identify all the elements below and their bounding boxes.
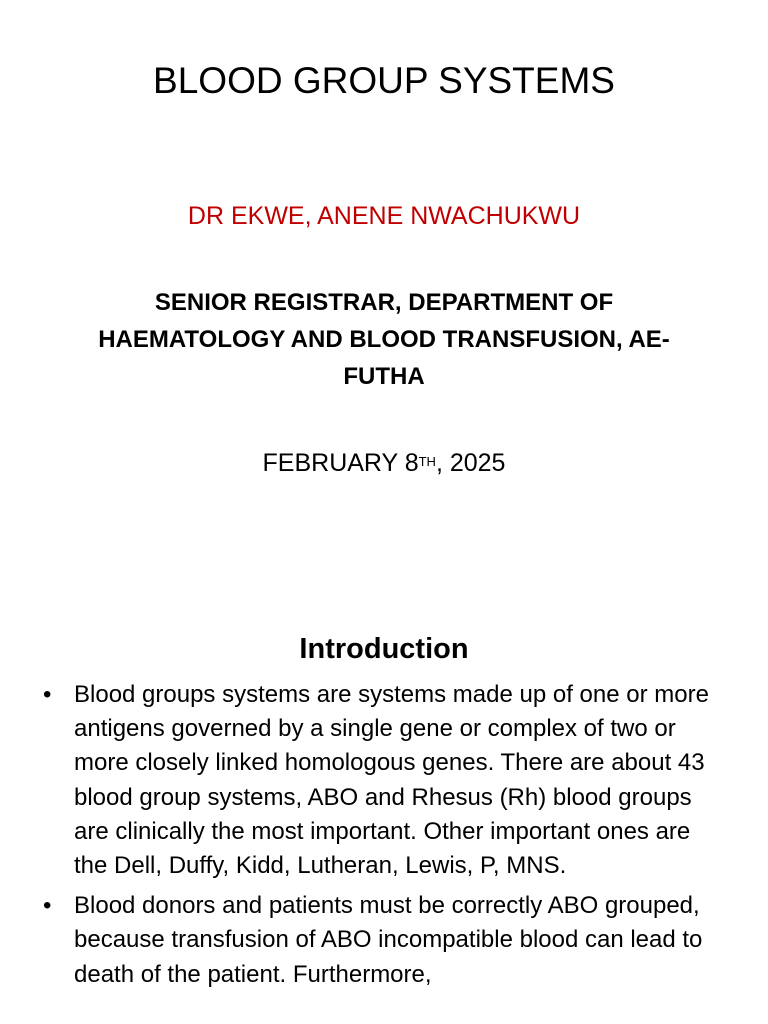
bullet-dot-icon: •	[43, 681, 52, 708]
date-month-day: FEBRUARY 8	[262, 449, 419, 477]
date-year: , 2025	[435, 449, 506, 477]
slide-title: BLOOD GROUP SYSTEMS	[153, 60, 615, 101]
introduction-slide	[0, 600, 768, 1024]
bullet-item	[0, 889, 768, 992]
date-ordinal-suffix: TH	[418, 454, 436, 469]
author-affiliation: SENIOR REGISTRAR, DEPARTMENT OF HAEMATOLOGY AND BLOOD TRANSFUSION, AE-FUTHA	[98, 289, 670, 390]
introduction-bullet-list	[0, 678, 768, 998]
introduction-heading: Introduction	[299, 633, 469, 665]
bullet-text: Blood groups systems are systems made up of one or more antigens governed by a single gene or complex of two or more closely linked homologous genes. There are about 43 blood group systems, ABO and Rhesus (Rh) blood groups are clinically the most important. Other important ones are the Dell, Duffy, Kidd, Lutheran, Lewis, P, MNS.	[74, 681, 709, 880]
presentation-date	[0, 446, 768, 480]
author-name: DR EKWE, ANENE NWACHUKWU	[187, 202, 581, 230]
bullet-dot-icon: •	[43, 892, 52, 920]
bullet-item	[0, 678, 768, 883]
bullet-text: Blood donors and patients must be correctly ABO grouped, because transfusion of ABO incompatible blood can lead to death of the patient. Furthermore,	[74, 892, 703, 988]
